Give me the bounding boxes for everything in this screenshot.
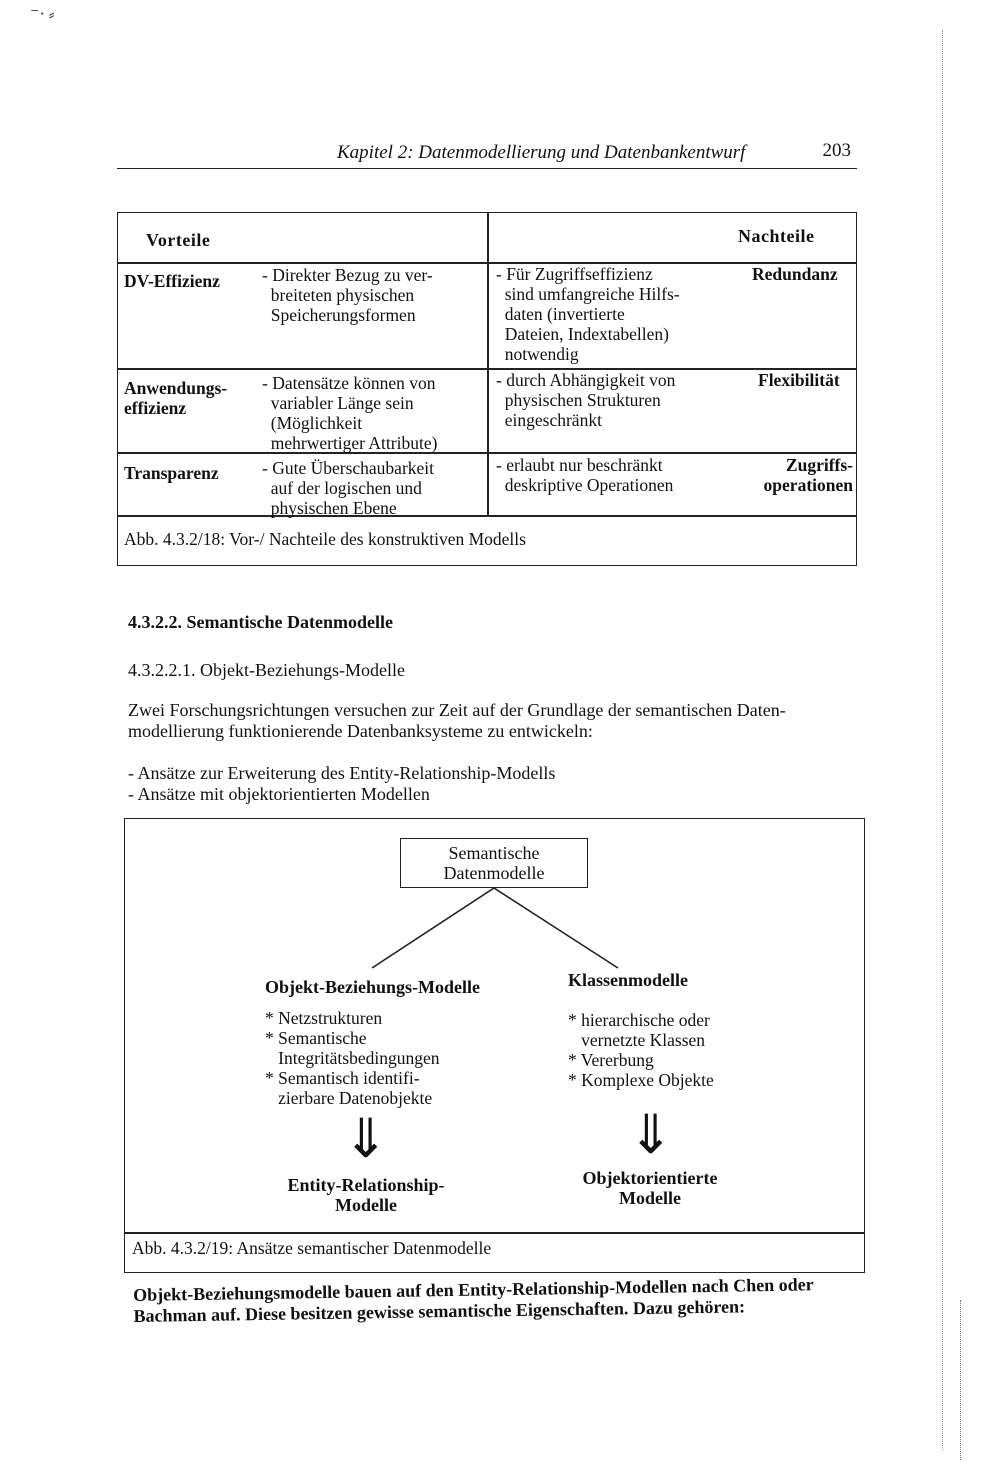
row-advantage-text: - Gute Überschaubarkeit auf der logischen und physischen Ebene [262,458,435,518]
advantages-heading: Vorteile [146,230,211,250]
row-advantage-label: Anwendungs- effizienz [124,378,228,418]
left-branch-features: * Netzstrukturen * Semantische Integritätsbedingungen * Semantisch identifi- zierbare Datenobjekte [265,1008,440,1108]
row-advantage-text: - Direkter Bezug zu ver- breiteten physischen Speicherungsformen [262,265,433,325]
row-disadvantage-text: - durch Abhängigkeit von physischen Strukturen eingeschränkt [496,370,676,430]
row-disadvantage-label: Zugriffs- operationen [763,455,853,495]
row-advantage-label: Transparenz [124,463,219,483]
diagram-caption: Abb. 4.3.2/19: Ansätze semantischer Datenmodelle [132,1238,492,1258]
right-branch-result: Objektorientierte Modelle [582,1168,718,1208]
left-branch-result: Entity-Relationship- Modelle [287,1175,445,1215]
row-advantage-label: DV-Effizienz [124,271,220,291]
paragraph: Zwei Forschungsrichtungen versuchen zur Zeit auf der Grundlage der semantischen Daten- modellierung funktionierende Datenbanksysteme zu entwickeln: [128,700,786,741]
list-item: - Ansätze mit objektorientierten Modellen [128,784,430,804]
list-item: - Ansätze zur Erweiterung des Entity-Relationship-Modells [128,763,556,783]
row-disadvantage-text: - Für Zugriffseffizienz sind umfangreiche Hilfs- daten (invertierte Dateien, Indextabellen) notwendig [496,264,680,364]
scan-edge [960,1300,963,1460]
row-disadvantage-label: Flexibilität [758,370,840,390]
left-branch-title: Objekt-Beziehungs-Modelle [265,977,480,997]
scan-mark: ⁻ᐧ ⸗ [30,4,55,24]
diagram-root-box: Semantische Datenmodelle [400,838,588,888]
row-advantage-text: - Datensätze können von variabler Länge sein (Möglichkeit mehrwertiger Attribute) [262,373,438,453]
table-caption: Abb. 4.3.2/18: Vor-/ Nachteile des konstruktiven Modells [124,529,526,549]
row-disadvantage-label: Redundanz [752,264,838,284]
disadvantages-heading: Nachteile [738,226,815,246]
page-number: 203 [822,140,851,161]
row-disadvantage-text: - erlaubt nur beschränkt deskriptive Operationen [496,455,674,495]
down-arrow-icon: ⇓ [343,1107,389,1170]
down-arrow-icon: ⇓ [628,1103,674,1166]
right-branch-features: * hierarchische oder vernetzte Klassen * Vererbung * Komplexe Objekte [568,1010,714,1090]
closing-paragraph: Objekt-Beziehungsmodelle bauen auf den Entity-Relationship-Modellen nach Chen oder Bachman auf. Diese besitzen gewisse semantische Eigenschaften. Dazu gehören: [133,1274,814,1326]
scan-edge [942,30,944,1450]
section-heading: 4.3.2.2. Semantische Datenmodelle [128,612,393,632]
subsection-heading: 4.3.2.2.1. Objekt-Beziehungs-Modelle [128,660,405,680]
chapter-title: Kapitel 2: Datenmodellierung und Datenbankentwurf [337,142,746,163]
right-branch-title: Klassenmodelle [568,970,688,990]
